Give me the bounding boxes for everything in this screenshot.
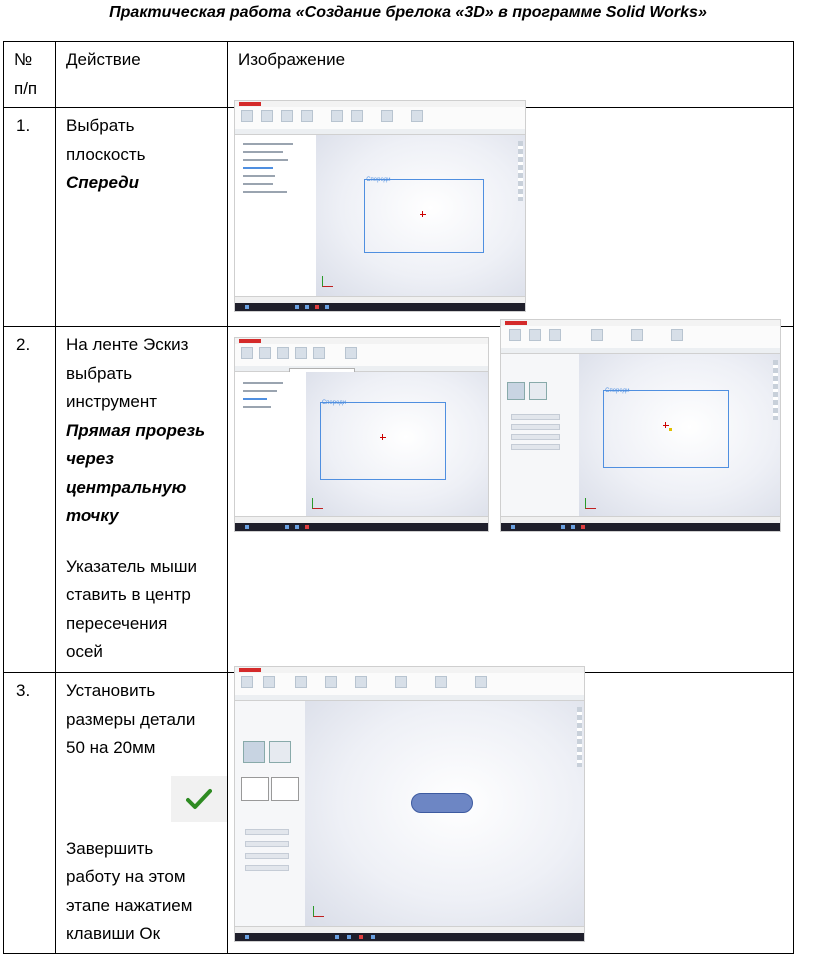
header-action: Действие xyxy=(66,50,141,69)
slot-property-manager xyxy=(235,701,306,927)
solidworks-logo xyxy=(239,339,261,343)
row3-action-line: 50 на 20мм xyxy=(66,738,156,757)
windows-taskbar xyxy=(235,933,584,941)
feature-tree xyxy=(235,135,317,297)
front-plane xyxy=(603,390,729,468)
ribbon-toolbar xyxy=(235,107,525,130)
axis-triad-icon xyxy=(313,906,324,917)
axis-triad-icon xyxy=(312,498,323,509)
header-num: № п/п xyxy=(14,50,38,98)
feature-tree xyxy=(235,372,307,517)
ribbon-toolbar xyxy=(235,673,584,696)
plane-label: Спереди xyxy=(605,388,630,394)
origin-icon xyxy=(420,211,426,217)
origin-icon xyxy=(380,434,386,440)
table-header-row xyxy=(4,42,794,108)
row3-action-line: Установить xyxy=(66,681,156,700)
row3-num-cell xyxy=(4,673,56,954)
row2-action-emph: через xyxy=(66,449,114,468)
row1-action-line: Выбрать xyxy=(66,116,135,135)
axis-triad-icon xyxy=(322,276,333,287)
row1-num: 1. xyxy=(16,116,31,135)
row2-action-line: Указатель мыши xyxy=(66,556,198,576)
row2-action-emph: центральную xyxy=(66,477,187,497)
plane-label: Спереди xyxy=(366,177,391,183)
row2-num-cell xyxy=(4,327,56,673)
plane-label: Спереди xyxy=(321,400,347,406)
ok-check-icon xyxy=(171,776,227,822)
header-num-cell xyxy=(4,42,56,108)
row3-num: 3. xyxy=(16,681,31,700)
axis-triad-icon xyxy=(585,498,596,509)
solidworks-screenshot-slot-menu xyxy=(235,338,488,531)
row2-action-line: ставить в центр xyxy=(66,585,191,604)
windows-taskbar xyxy=(235,303,525,311)
solidworks-logo xyxy=(505,321,527,325)
document-title: Практическая работа «Создание брелока «3D» в программе Solid Works» xyxy=(109,4,707,21)
windows-taskbar xyxy=(235,523,488,531)
solidworks-screenshot-slot-dimensions xyxy=(235,667,584,941)
row3-action-line: работу на этом xyxy=(66,867,186,886)
row1-action-cell xyxy=(56,108,228,327)
graphics-area xyxy=(579,354,780,517)
check-icon xyxy=(186,788,212,810)
solidworks-logo xyxy=(239,668,261,672)
row2-action-line: осей xyxy=(66,642,103,661)
header-image: Изображение xyxy=(238,50,346,69)
row3-action-line: этапе нажатием xyxy=(66,895,193,915)
row1-action-emph: Спереди xyxy=(66,173,140,192)
ribbon-toolbar xyxy=(235,344,488,367)
row2-action-line: выбрать xyxy=(66,363,133,383)
row2-num: 2. xyxy=(16,335,31,354)
row2-action-line: пересечения xyxy=(66,613,168,633)
row2-action-emph: Прямая прорезь xyxy=(66,420,206,440)
row3-action-line: Завершить xyxy=(66,838,154,858)
row1-action-line: плоскость xyxy=(66,144,146,164)
slot-property-manager xyxy=(501,354,580,517)
row3-action-line: клавиши Ок xyxy=(66,924,161,943)
row2-action-cell xyxy=(56,327,228,673)
cursor-point xyxy=(669,428,672,431)
row2-action-line: На ленте Эскиз xyxy=(66,335,189,354)
row2-action-emph: точку xyxy=(66,506,119,525)
header-image-cell xyxy=(228,42,794,108)
solidworks-screenshot-slot-property xyxy=(501,320,780,531)
ribbon-toolbar xyxy=(501,326,780,349)
row2-action-line: инструмент xyxy=(66,392,158,411)
windows-taskbar xyxy=(501,523,780,531)
graphics-area xyxy=(316,135,525,297)
row1-num-cell xyxy=(4,108,56,327)
graphics-area xyxy=(306,372,488,517)
straight-slot-shape xyxy=(411,793,473,813)
row3-action-line: размеры детали xyxy=(66,709,196,729)
graphics-area xyxy=(305,701,584,927)
header-action-cell xyxy=(56,42,228,108)
solidworks-logo xyxy=(239,102,261,106)
front-plane xyxy=(320,402,446,480)
solidworks-screenshot-front-plane xyxy=(235,101,525,311)
